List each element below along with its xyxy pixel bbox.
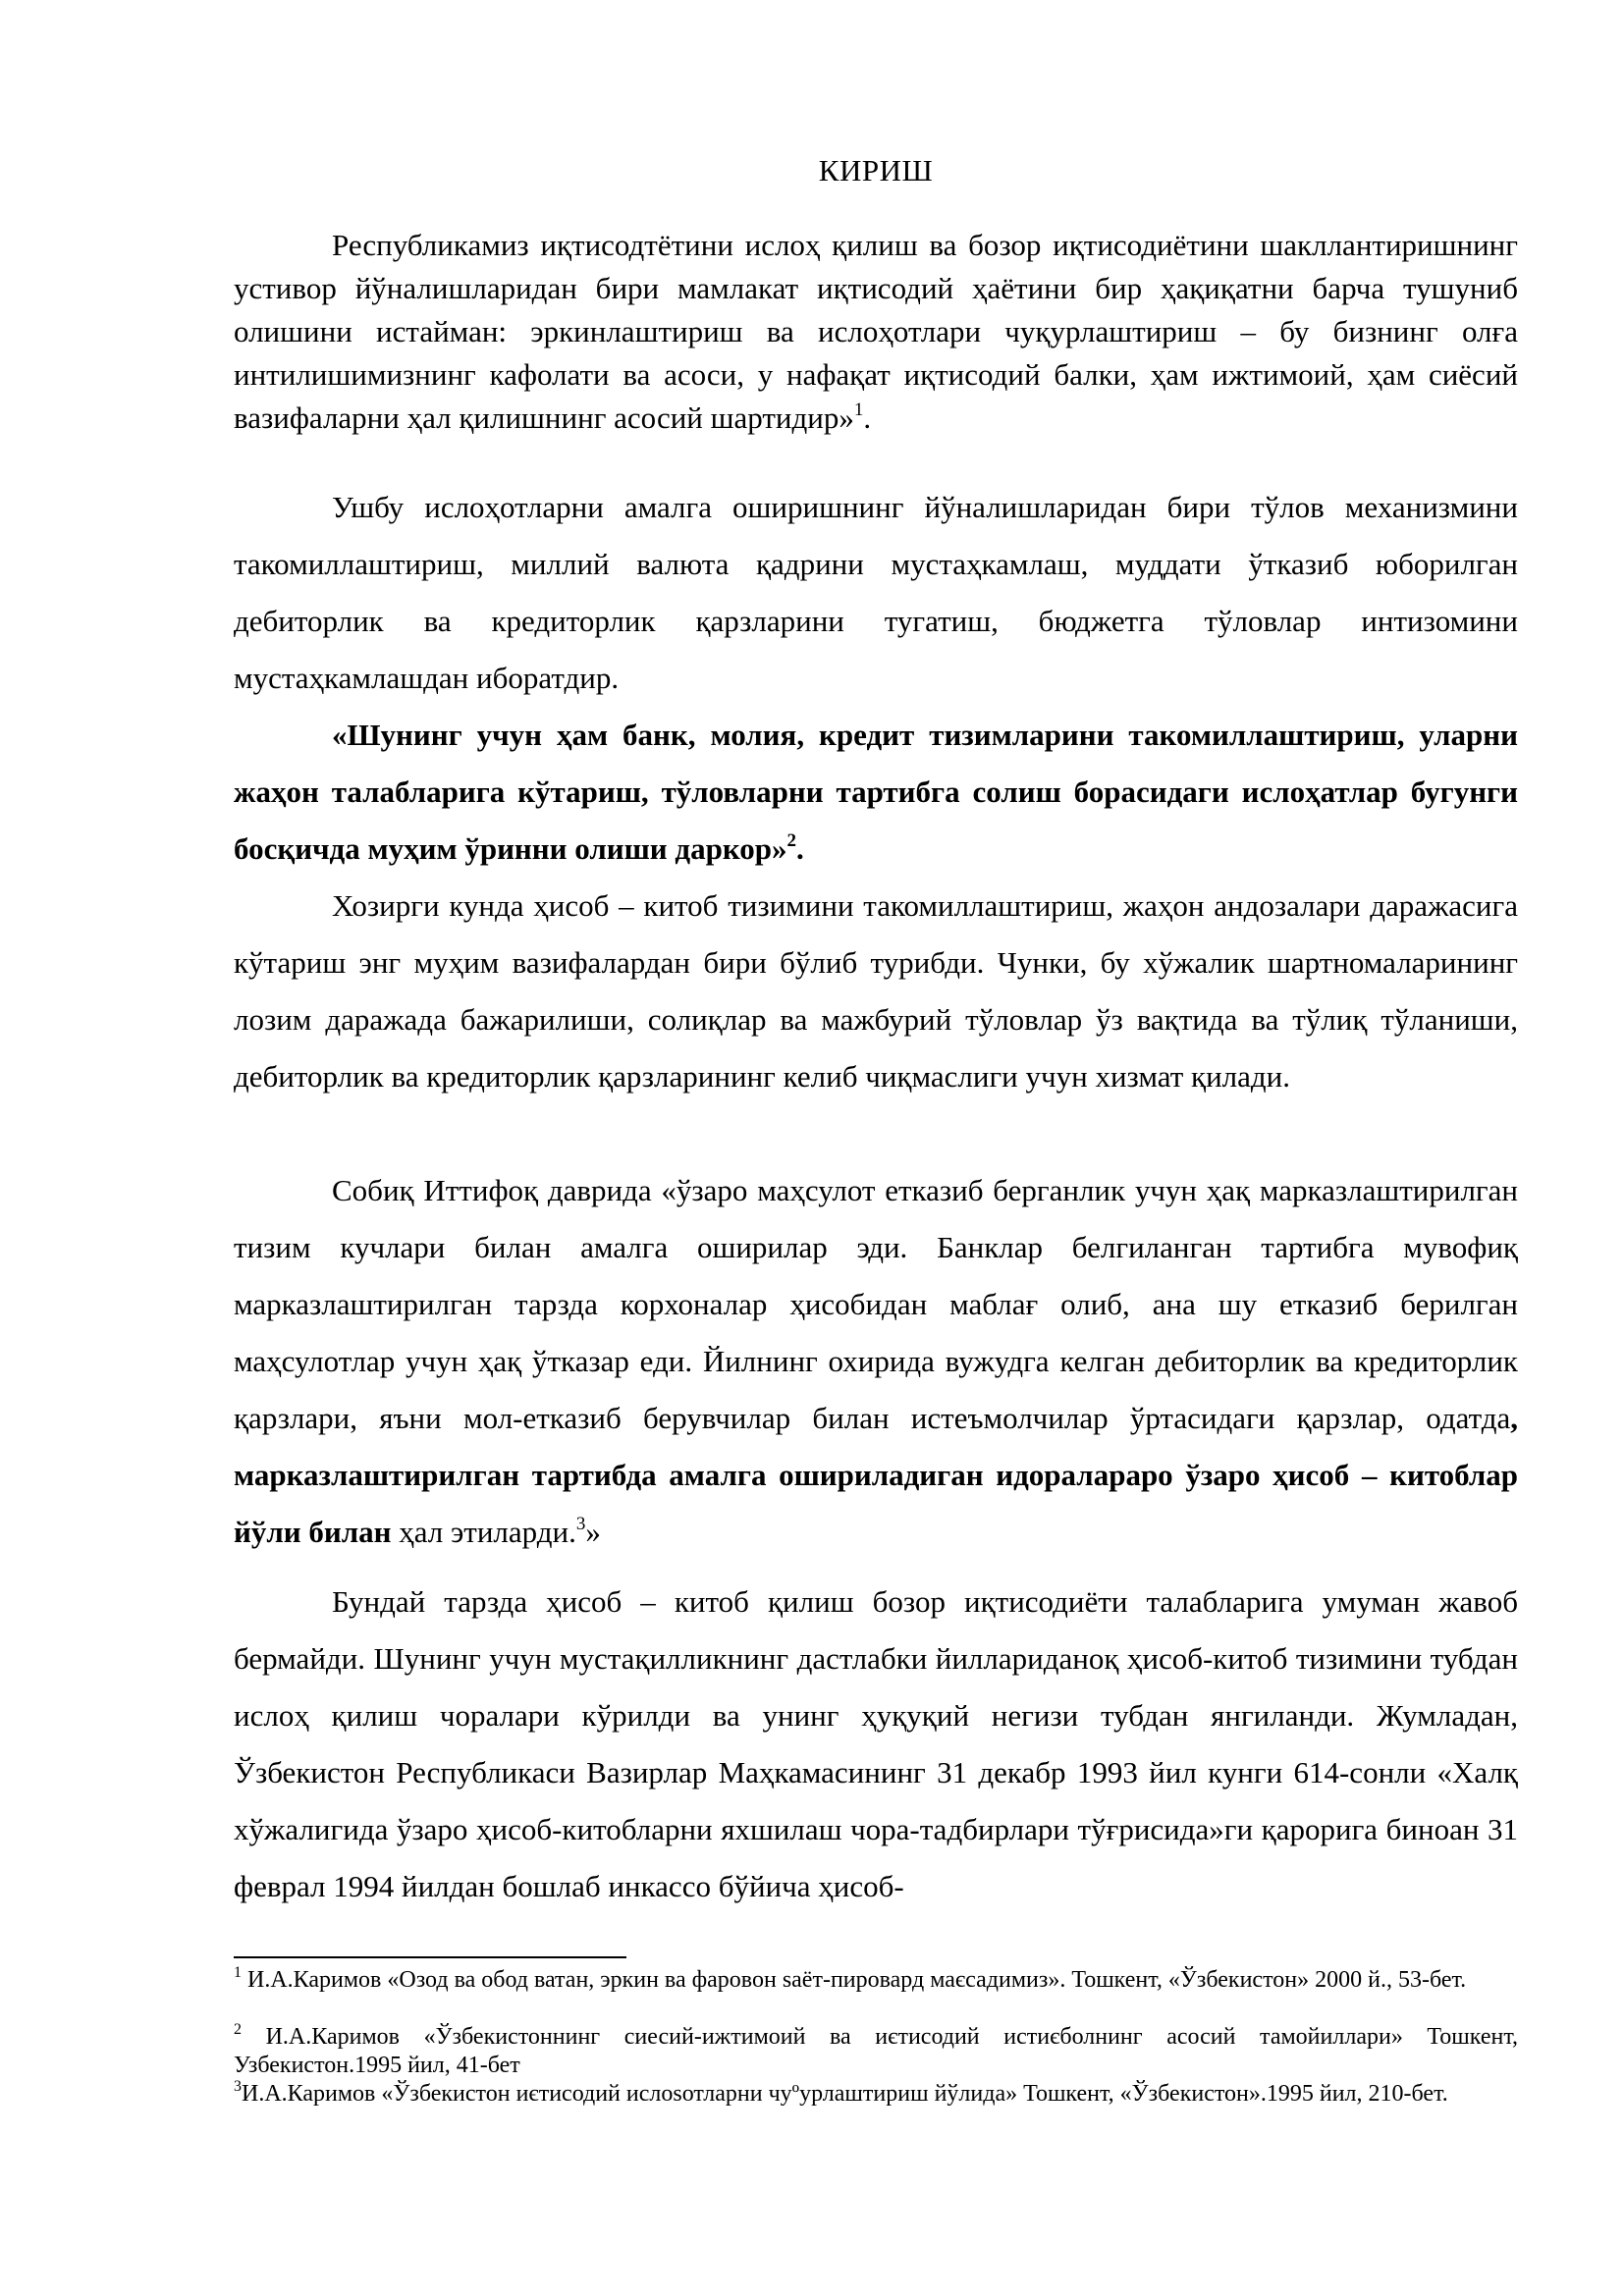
paragraph-1-text: Республикамиз иқтисодтётини ислоҳ қилиш ва бозор иқтисодиётини шакллантиришнинг устивор йўналишларидан бири мамлакат иқтисодий ҳаётини бир ҳақиқатни барча тушуниб олишини истайман: эркинлаштириш ва ислоҳотлари чуқурлаштириш – бу бизнинг олға интилишимизнинг кафолати ва асоси, у нафақат иқтисодий балки, ҳам ижтимоий, ҳам сиёсий вазифаларни ҳал қилишнинг асосий шартидир» — [234, 228, 1518, 435]
document-page — [234, 0, 1518, 2296]
paragraph-5-text-b: ҳал этиларди. — [391, 1515, 576, 1549]
paragraph-3-quote — [234, 707, 1518, 878]
footnote-1 — [234, 1966, 1518, 1995]
footnote-ref-3[interactable]: 3 — [575, 1513, 586, 1534]
footnote-3-number: 3 — [234, 2078, 242, 2095]
footnote-1-text: И.А.Каримов «Озод ва обод ватан, эркин ва фаровон sаёт-пировард маєсадимиз». Тошкент, «Ўзбекистон» 2000 й., 53-бет. — [242, 1967, 1467, 1993]
footnote-2-text: И.А.Каримов «Ўзбекистоннинг сиесий-ижтимоий ва иєтисодий истиєболнинг асосий тамойиллари» Тошкент, Узбекистон.1995 йил, 41-бет — [234, 2024, 1518, 2078]
footnote-1-number: 1 — [234, 1964, 242, 1981]
paragraph-5-end: » — [585, 1515, 601, 1549]
paragraph-5-text-a: Собиқ Иттифоқ даврида «ўзаро маҳсулот етказиб берганлик учун ҳақ марказлаштирилган тизим кучлари билан амалга оширилар эди. Банклар белгиланган тартибга мувофиқ марказлаштирилган тарзда корхоналар ҳисобидан маблағ олиб, ана шу етказиб берилган маҳсулотлар учун ҳақ ўтказар еди. Йилнинг охирида вужудга келган дебиторлик ва кредиторлик қарзлари, яъни мол-етказиб берувчилар билан истеъмолчилар ўртасидаги қарзлар, одатда — [234, 1173, 1518, 1435]
footnote-ref-1[interactable]: 1 — [853, 399, 864, 420]
paragraph-1-end: . — [863, 400, 872, 435]
paragraph-5-bold: , марказлаштирилган тартибда амалга ошириладиган идоралараро ўзаро ҳисоб – китоблар йўли билан — [234, 1401, 1518, 1549]
footnote-3-text: И.А.Каримов «Ўзбекистон иєтисодий ислоsотларни чуºурлаштириш йўлида» Тошкент, «Ўзбекистон».1995 йил, 210-бет. — [242, 2081, 1448, 2107]
paragraph-6: Бундай тарзда ҳисоб – китоб қилиш бозор иқтисодиёти талабларига умуман жавоб бермайди. Шунинг учун мустақилликнинг дастлабки йиллариданоқ ҳисоб-китоб тизимини тубдан ислоҳ қилиш чоралари кўрилди ва унинг ҳуқуқий негизи тубдан янгиланди. Жумладан, Ўзбекистон Республикаси Вазирлар Маҳкамасининг 31 декабр 1993 йил кунги 614-сонли «Халқ хўжалигида ўзаро ҳисоб-китобларни яхшилаш чора-тадбирлари тўғрисида»ги қарорига биноан 31 феврал 1994 йилдан бошлаб инкассо бўйича ҳисоб- — [234, 1584, 1518, 1903]
paragraph-4: Хозирги кунда ҳисоб – китоб тизимини такомиллаштириш, жаҳон андозалари даражасига кўтариш энг муҳим вазифалардан бири бўлиб турибди. Чунки, бу хўжалик шартномаларининг лозим даражада бажарилиши, солиқлар ва мажбурий тўловлар ўз вақтида ва тўлиқ тўланиши, дебиторлик ва кредиторлик қарзларининг келиб чиқмаслиги учун хизмат қилади. — [234, 888, 1518, 1094]
footnote-2 — [234, 2023, 1518, 2080]
paragraph-3-end: . — [796, 831, 804, 866]
paragraph-1 — [234, 224, 1518, 440]
paragraph-3-text: «Шунинг учун ҳам банк, молия, кредит тизимларини такомиллаштириш, уларни жаҳон талабларига кўтариш, тўловларни тартибга солиш борасидаги ислоҳатлар бугунги босқичда муҳим ўринни олиши даркор» — [234, 718, 1518, 866]
footnote-2-number: 2 — [234, 2021, 242, 2038]
footnote-separator — [234, 1956, 626, 1958]
paragraph-2: Ушбу ислоҳотларни амалга оширишнинг йўналишларидан бири тўлов механизмини такомиллаштириш, миллий валюта қадрини мустаҳкамлаш, муддати ўтказиб юборилган дебиторлик ва кредиторлик қарзларини тугатиш, бюджетга тўловлар интизомини мустаҳкамлашдан иборатдир. — [234, 490, 1518, 695]
footnote-3 — [234, 2080, 1518, 2109]
paragraph-5 — [234, 1162, 1518, 1561]
footnote-ref-2[interactable]: 2 — [786, 829, 797, 851]
page-title: КИРИШ — [818, 153, 934, 187]
